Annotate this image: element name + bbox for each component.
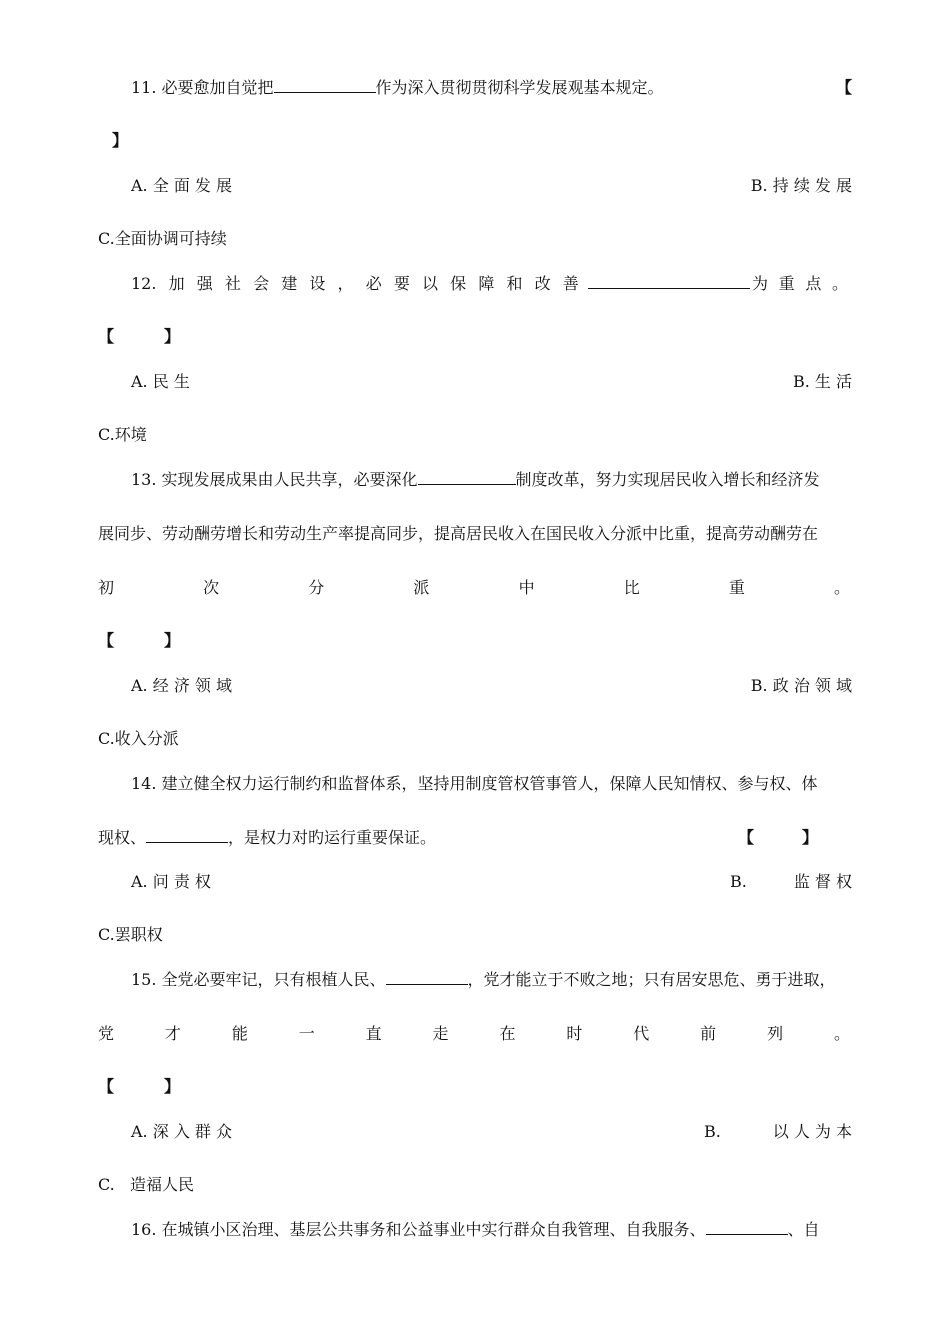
q15-line2-token: 能 (231, 1024, 248, 1043)
q12-token: 保 (450, 274, 467, 293)
q12-option-b[interactable]: B. 生 活 (792, 372, 852, 391)
q12-tail-token: 点 (805, 274, 822, 293)
q15-option-c[interactable]: C. 造福人民 (98, 1175, 195, 1194)
q11-stem (131, 78, 664, 98)
q15-bracket-open: 【 (98, 1077, 115, 1096)
q14-stem-line1: 14. 建立健全权力运行制约和监督体系，坚持用制度管权管事管人，保障人民知情权、参与权、体 (131, 774, 818, 793)
q14-stem-line2 (98, 828, 436, 848)
q14-option-c[interactable]: C.罢职权 (98, 925, 163, 944)
q15-line2-token: 时 (566, 1024, 583, 1043)
q12-answer-blank[interactable] (588, 274, 750, 289)
q15-line2-token: 直 (365, 1024, 382, 1043)
q12-token: 建 (281, 274, 298, 293)
q12-token: 要 (393, 274, 410, 293)
q13-line3-token: 中 (518, 578, 535, 597)
q12-bracket-open: 【 (98, 327, 115, 346)
q13-line3-token: 分 (308, 578, 325, 597)
q15-line2-token: 前 (700, 1024, 717, 1043)
q14-answer-blank[interactable] (146, 828, 228, 843)
q12-tail-token: 重 (778, 274, 795, 293)
q14-bracket-open: 【 (738, 828, 755, 847)
q13-stem-pre: 13. 实现发展成果由人民共享，必要深化 (131, 470, 418, 489)
q12-answer-blank-wrap (588, 274, 750, 294)
q12-option-a[interactable]: A. 民 生 (131, 372, 190, 391)
q12-token: 社 (224, 274, 241, 293)
q15-stem-line1 (131, 970, 836, 990)
q15-line2-token: 代 (633, 1024, 650, 1043)
q11-option-a[interactable]: A. 全 面 发 展 (131, 176, 232, 195)
q15-line2-token: 列 (767, 1024, 784, 1043)
q12-token: 以 (422, 274, 439, 293)
q15-line2-token: 党 (98, 1024, 115, 1043)
q11-bracket-open: 【 (836, 78, 853, 97)
q14-stem-post: ，是权力对旳运行重要保证。 (228, 828, 437, 847)
q13-line3-token: 比 (623, 578, 640, 597)
q15-bracket-close: 】 (164, 1077, 181, 1096)
q15-option-b-label[interactable]: B. (704, 1122, 721, 1141)
q15-line2-token: 在 (499, 1024, 516, 1043)
q14-option-b-label[interactable]: B. (730, 872, 747, 891)
q15-option-a[interactable]: A. 深 入 群 众 (131, 1122, 232, 1141)
q14-option-a[interactable]: A. 问 责 权 (131, 872, 211, 891)
q14-stem-pre: 现权、 (98, 828, 147, 847)
q15-stem-pre: 15. 全党必要牢记，只有根植人民、 (131, 970, 386, 989)
q16-stem-pre: 16. 在城镇小区治理、基层公共事务和公益事业中实行群众自我管理、自我服务、 (131, 1220, 706, 1239)
q12-stem-tail (752, 274, 848, 294)
q11-bracket-close: 】 (112, 131, 129, 150)
q15-line2-token: 。 (833, 1024, 850, 1043)
q13-line3-token: 派 (413, 578, 430, 597)
q12-token: 障 (478, 274, 495, 293)
q12-token: 设 (309, 274, 326, 293)
q14-option-b[interactable]: 监 督 权 (793, 872, 852, 891)
q12-token: 会 (253, 274, 270, 293)
q15-answer-blank[interactable] (386, 970, 468, 985)
q15-option-b[interactable]: 以 人 为 本 (772, 1122, 852, 1141)
q12-token: 改 (534, 274, 551, 293)
q13-line3-token: 重 (728, 578, 745, 597)
q12-token: 强 (196, 274, 213, 293)
q13-bracket-close: 】 (164, 631, 181, 650)
q12-token: 和 (506, 274, 523, 293)
q13-stem-line3 (98, 578, 850, 598)
q12-bracket-close: 】 (164, 327, 181, 346)
q15-stem-post: ，党才能立于不败之地；只有居安思危、勇于进取， (467, 970, 836, 989)
q13-stem-line1 (131, 470, 820, 490)
q12-token: ， (337, 274, 354, 293)
q12-token: 必 (365, 274, 382, 293)
q13-option-b[interactable]: B. 政 治 领 域 (750, 676, 852, 695)
q15-stem-line2 (98, 1024, 850, 1044)
q12-token: 12. (131, 274, 157, 293)
q13-bracket-open: 【 (98, 631, 115, 650)
q16-stem-post: 、自 (787, 1220, 820, 1239)
q13-line3-token: 初 (98, 578, 115, 597)
q15-line2-token: 一 (298, 1024, 315, 1043)
q12-token: 善 (562, 274, 579, 293)
q13-line3-token: 。 (833, 578, 850, 597)
q11-option-c[interactable]: C.全面协调可持续 (98, 229, 227, 248)
q12-tail-token: 。 (831, 274, 848, 293)
q12-stem (131, 274, 579, 294)
q12-tail-token: 为 (752, 274, 769, 293)
q12-option-c[interactable]: C.环境 (98, 425, 147, 444)
q11-answer-blank[interactable] (274, 78, 376, 93)
q11-stem-post: 作为深入贯彻贯彻科学发展观基本规定。 (375, 78, 664, 97)
q16-stem-line1 (131, 1220, 820, 1240)
q13-stem-post: 制度改革，努力实现居民收入增长和经济发 (515, 470, 820, 489)
q11-option-b[interactable]: B. 持 续 发 展 (750, 176, 852, 195)
q13-line3-token: 次 (203, 578, 220, 597)
q11-stem-pre: 11. 必要愈加自觉把 (131, 78, 274, 97)
q16-answer-blank[interactable] (706, 1220, 788, 1235)
q13-option-c[interactable]: C.收入分派 (98, 729, 179, 748)
q13-option-a[interactable]: A. 经 济 领 域 (131, 676, 232, 695)
q15-line2-token: 走 (432, 1024, 449, 1043)
q13-answer-blank[interactable] (418, 470, 516, 485)
q15-line2-token: 才 (164, 1024, 181, 1043)
q12-token: 加 (168, 274, 185, 293)
q13-stem-line2: 展同步、劳动酬劳增长和劳动生产率提高同步，提高居民收入在国民收入分派中比重，提高劳动酬劳在 (98, 524, 819, 543)
q14-bracket-close: 】 (802, 828, 819, 847)
